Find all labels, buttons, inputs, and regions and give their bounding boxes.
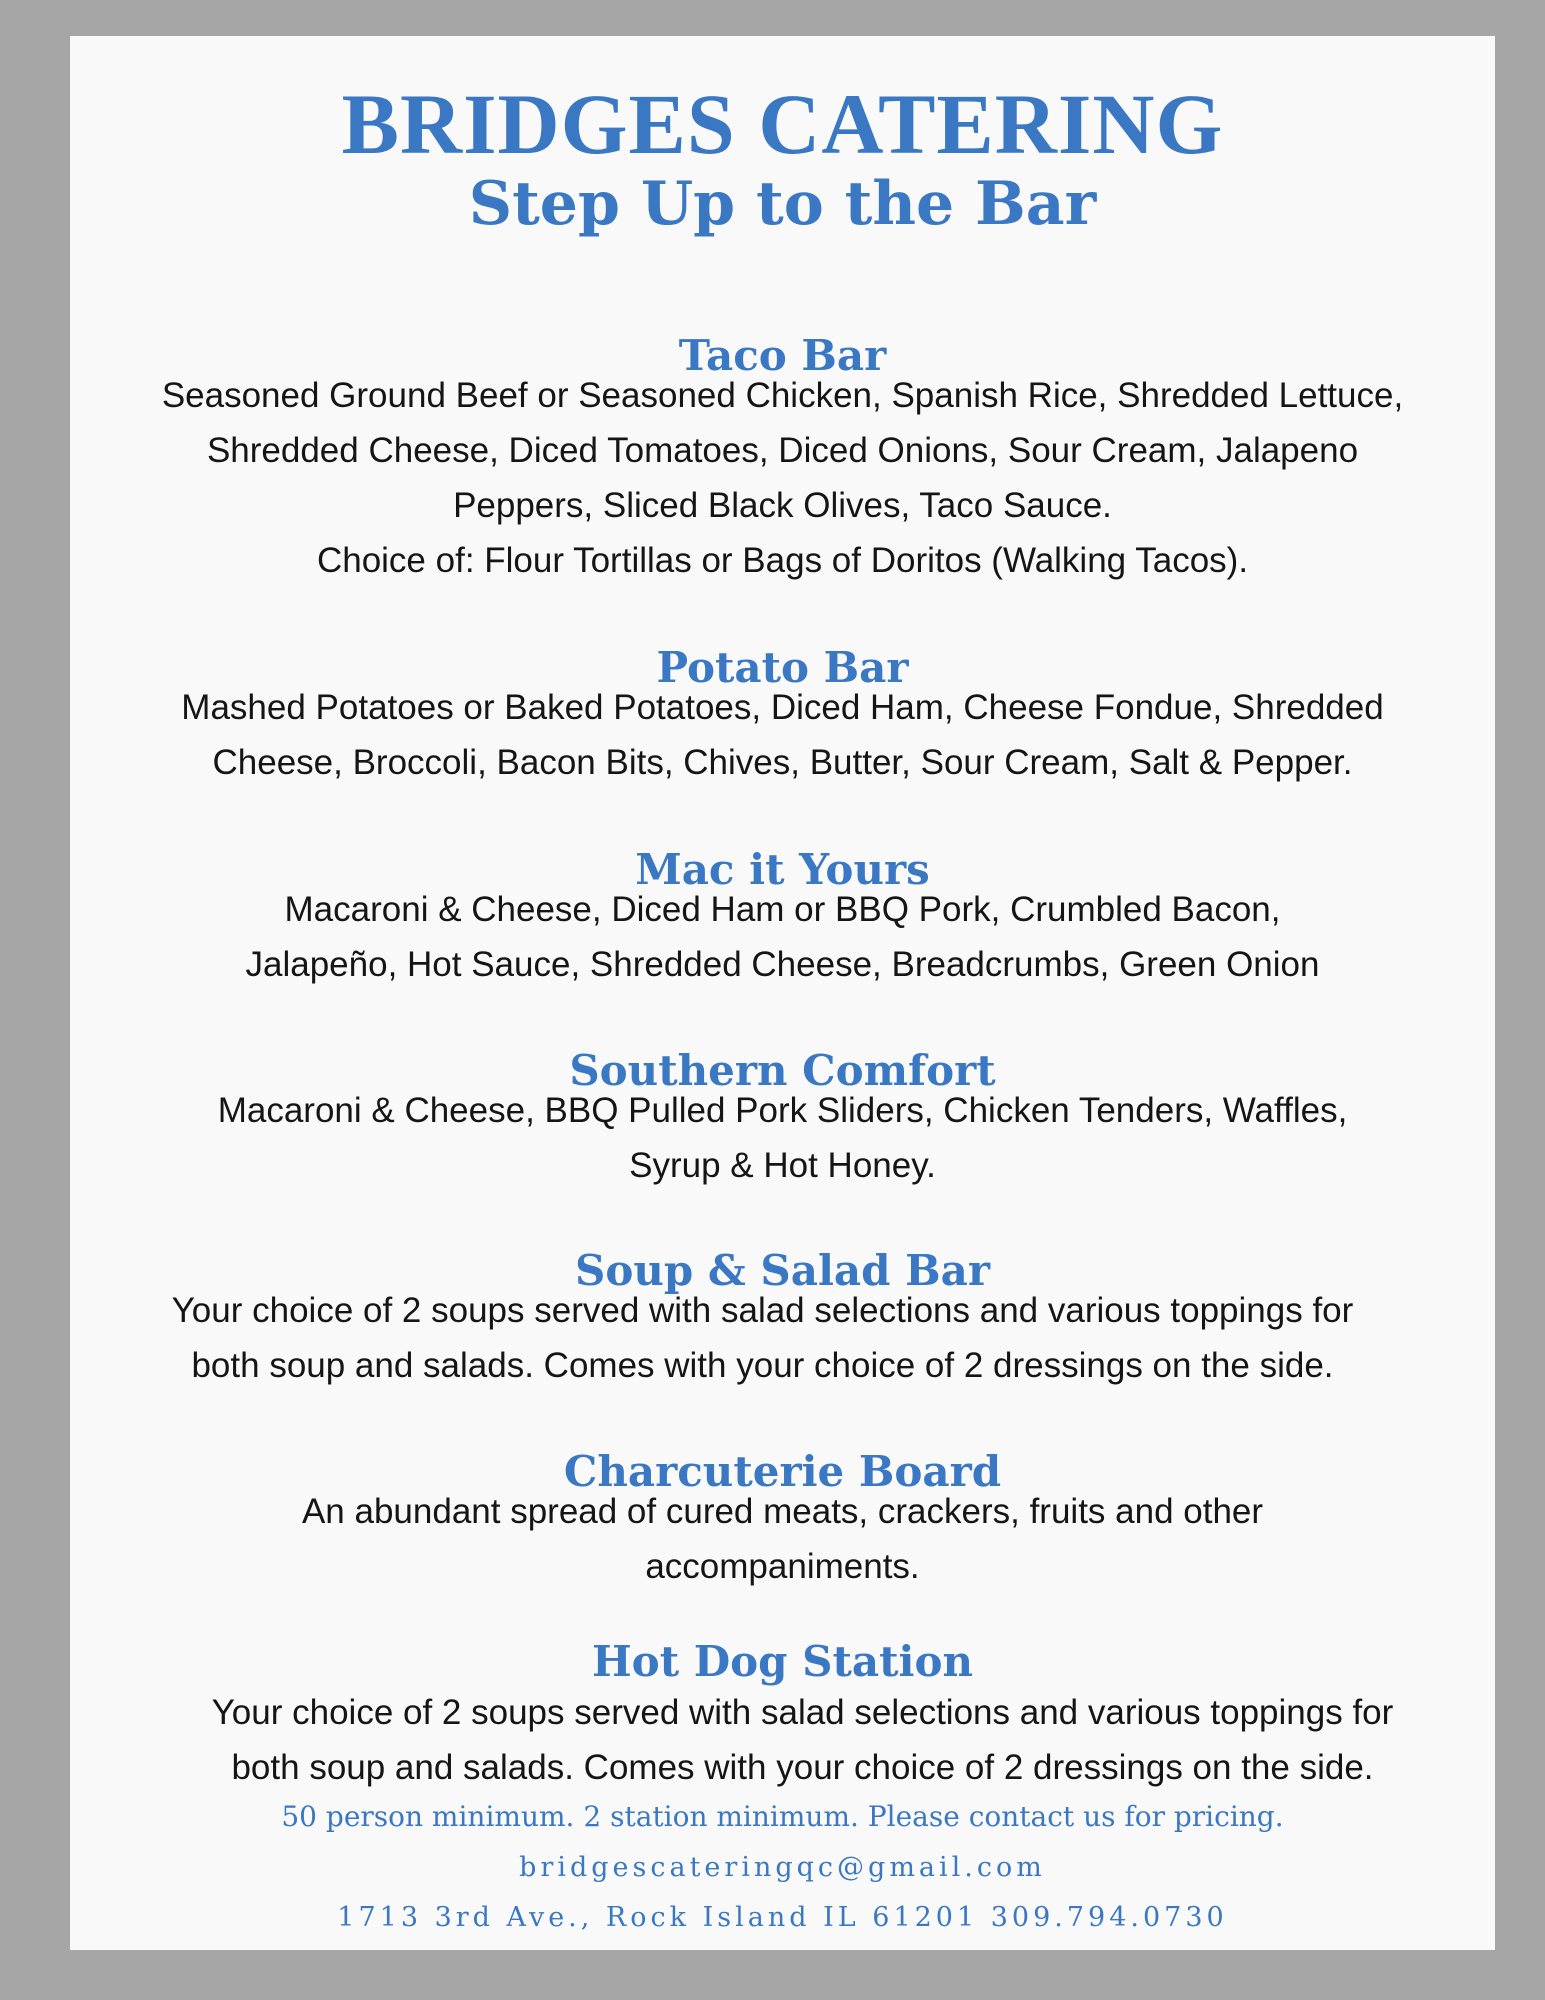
body-line: Jalapeño, Hot Sauce, Shredded Cheese, Breadcrumbs, Green Onion (245, 945, 1320, 984)
pricing-note: 50 person minimum. 2 station minimum. Please contact us for pricing. (281, 1800, 1284, 1833)
body-line: both soup and salads. Comes with your choice of 2 dressings on the side. (231, 1748, 1374, 1787)
section-title-hot-dog-station: Hot Dog Station (592, 1637, 973, 1686)
body-line: Seasoned Ground Beef or Seasoned Chicken, Spanish Rice, Shredded Lettuce, (161, 376, 1404, 415)
section-body-taco-bar (70, 368, 1495, 588)
body-line: Your choice of 2 soups served with salad selections and various toppings for (211, 1693, 1394, 1732)
section-title-soup-salad-bar: Soup & Salad Bar (575, 1246, 990, 1295)
menu-sheet (70, 36, 1495, 1950)
body-line: Cheese, Broccoli, Bacon Bits, Chives, Butter, Sour Cream, Salt & Pepper. (212, 743, 1353, 782)
section-title-charcuterie-board: Charcuterie Board (563, 1447, 1002, 1496)
body-line: Mashed Potatoes or Baked Potatoes, Diced Ham, Cheese Fondue, Shredded (181, 688, 1384, 727)
section-title-mac-it-yours: Mac it Yours (635, 845, 930, 894)
contact-address-phone: 1713 3rd Ave., Rock Island IL 61201 309.794.0730 (337, 1902, 1228, 1933)
section-title-potato-bar: Potato Bar (656, 643, 909, 692)
body-line: Macaroni & Cheese, BBQ Pulled Pork Sliders, Chicken Tenders, Waffles, (217, 1091, 1348, 1130)
body-line: Your choice of 2 soups served with salad selections and various toppings for (171, 1291, 1354, 1330)
body-line: Syrup & Hot Honey. (629, 1146, 936, 1185)
section-title-southern-comfort: Southern Comfort (569, 1046, 996, 1095)
brand-title: BRIDGES CATERING (341, 76, 1224, 172)
body-line: Shredded Cheese, Diced Tomatoes, Diced Onions, Sour Cream, Jalapeno (206, 431, 1359, 470)
contact-email: bridgescateringqc@gmail.com (519, 1852, 1046, 1883)
body-line: Choice of: Flour Tortillas or Bags of Doritos (Walking Tacos). (316, 541, 1249, 580)
section-body-charcuterie-board (70, 1484, 1495, 1594)
section-body-hot-dog-station (90, 1685, 1515, 1795)
section-body-soup-salad-bar (50, 1283, 1475, 1393)
page-subtitle: Step Up to the Bar (468, 169, 1097, 239)
body-line: accompaniments. (645, 1547, 920, 1586)
body-line: Peppers, Sliced Black Olives, Taco Sauce. (453, 486, 1112, 525)
section-body-potato-bar (70, 680, 1495, 790)
section-body-mac-it-yours (70, 882, 1495, 992)
body-line: An abundant spread of cured meats, crackers, fruits and other (301, 1492, 1264, 1531)
section-title-taco-bar: Taco Bar (678, 331, 887, 380)
body-line: Macaroni & Cheese, Diced Ham or BBQ Pork, Crumbled Bacon, (284, 890, 1281, 929)
body-line: both soup and salads. Comes with your choice of 2 dressings on the side. (191, 1346, 1334, 1385)
section-body-southern-comfort (70, 1083, 1495, 1193)
